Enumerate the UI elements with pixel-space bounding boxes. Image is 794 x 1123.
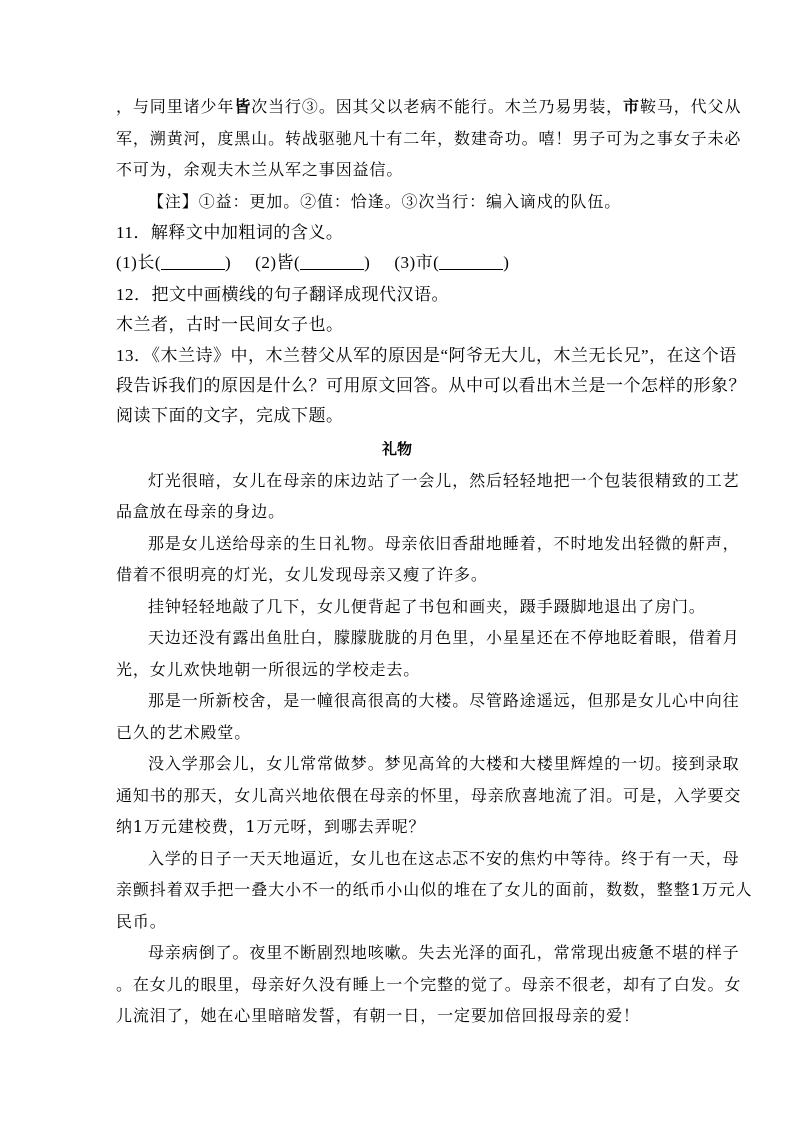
story-line: 儿流泪了，她在心里暗暗发誓，有朝一日，一定要加倍回报母亲的爱！ xyxy=(116,1006,640,1025)
classical-line-3: 不可为，余观夫木兰从军之事因益信。 xyxy=(116,160,404,179)
blank-2-close: ) xyxy=(364,253,371,272)
classical-note: 【注】①益：更加。②值：恰逢。③次当行：编入谪戍的队伍。 xyxy=(148,192,622,211)
blank-1-close: ) xyxy=(224,253,232,272)
bold-word-jie: 皆 xyxy=(234,97,252,116)
classical-line-2: 军，溯黄河，度黑山。转战驱驰凡十有二年，数建奇功。嘻！男子可为之事女子未必 xyxy=(116,129,742,148)
question-12: 12．把文中画横线的句子翻译成现代汉语。 xyxy=(116,285,449,304)
question-11: 11．解释文中加粗词的含义。 xyxy=(116,223,344,242)
story-line: 借着不很明亮的灯光，女儿发现母亲又瘦了许多。 xyxy=(116,565,488,584)
question-12-sentence: 木兰者，古时一民间女子也。 xyxy=(116,315,344,334)
story-line: 那是女儿送给母亲的生日礼物。母亲依旧香甜地睡着，不时地发出轻微的鼾声， xyxy=(148,534,740,553)
question-13-line-1: 13．《木兰诗》中，木兰替父从军的原因是“阿爷无大儿，木兰无长兄”，在这个语 xyxy=(116,346,737,365)
classical-text: 次当行③。因其父以老病不能行。木兰乃易男装， xyxy=(251,97,624,116)
question-13-line-2: 段告诉我们的原因是什么？可用原文回答。从中可以看出木兰是一个怎样的形象？ xyxy=(116,376,746,395)
story-line: 通知书的那天，女儿高兴地依偎在母亲的怀里，母亲欣喜地流了泪。可是，入学要交 xyxy=(116,786,742,805)
story-line: 没入学那会儿，女儿常常做梦。梦见高耸的大楼和大楼里辉煌的一切。接到录取 xyxy=(148,754,740,773)
story-line: 已久的艺术殿堂。 xyxy=(116,723,252,742)
blank-2-label: (2)皆( xyxy=(255,253,301,272)
classical-text: ，与同里诸少年 xyxy=(116,97,235,116)
question-11-blanks xyxy=(116,252,716,274)
answer-blank-1[interactable] xyxy=(161,254,225,270)
story-line: 灯光很暗，女儿在母亲的床边站了一会儿，然后轻轻地把一个包装很精致的工艺 xyxy=(148,471,740,490)
story-line: 母亲病倒了。夜里不断剧烈地咳嗽。失去光泽的面孔，常常现出疲惫不堪的样子 xyxy=(148,943,740,962)
blank-3-label: (3)市( xyxy=(394,253,440,272)
blank-3-close: ) xyxy=(503,253,510,272)
story-line: 入学的日子一天天地逼近，女儿也在这忐忑不安的焦灼中等待。终于有一天，母 xyxy=(148,849,740,868)
story-line: 那是一所新校舍，是一幢很高很高的大楼。尽管路途遥远，但那是女儿心中向往 xyxy=(148,691,740,710)
reading-prompt: 阅读下面的文字，完成下题。 xyxy=(116,406,344,425)
story-line: 品盒放在母亲的身边。 xyxy=(116,502,286,521)
story-line: 天边还没有露出鱼肚白，朦朦胧胧的月色里，小星星还在不停地眨着眼，借着月 xyxy=(148,628,740,647)
story-line: 纳1万元建校费，1万元呀，到哪去弄呢？ xyxy=(116,817,426,836)
classical-text: 鞍马，代父从 xyxy=(639,97,742,116)
story-line: 光，女儿欢快地朝一所很远的学校走去。 xyxy=(116,660,421,679)
bold-word-shi: 市 xyxy=(623,97,640,116)
story-title: 礼物 xyxy=(381,440,412,458)
story-line: 挂钟轻轻地敲了几下，女儿便背起了书包和画夹，蹑手蹑脚地退出了房门。 xyxy=(148,597,706,616)
blank-1-label: (1)长( xyxy=(116,253,161,272)
answer-blank-2[interactable] xyxy=(300,254,364,270)
story-line: 民币。 xyxy=(116,912,167,931)
story-line: 亲颤抖着双手把一叠大小不一的纸币小山似的堆在了女儿的面前，数数，整整1万元人 xyxy=(116,880,753,899)
classical-line-1 xyxy=(116,96,742,118)
answer-blank-3[interactable] xyxy=(439,254,503,270)
story-line: 。在女儿的眼里，母亲好久没有睡上一个完整的觉了。母亲不很老，却有了白发。女 xyxy=(116,975,742,994)
